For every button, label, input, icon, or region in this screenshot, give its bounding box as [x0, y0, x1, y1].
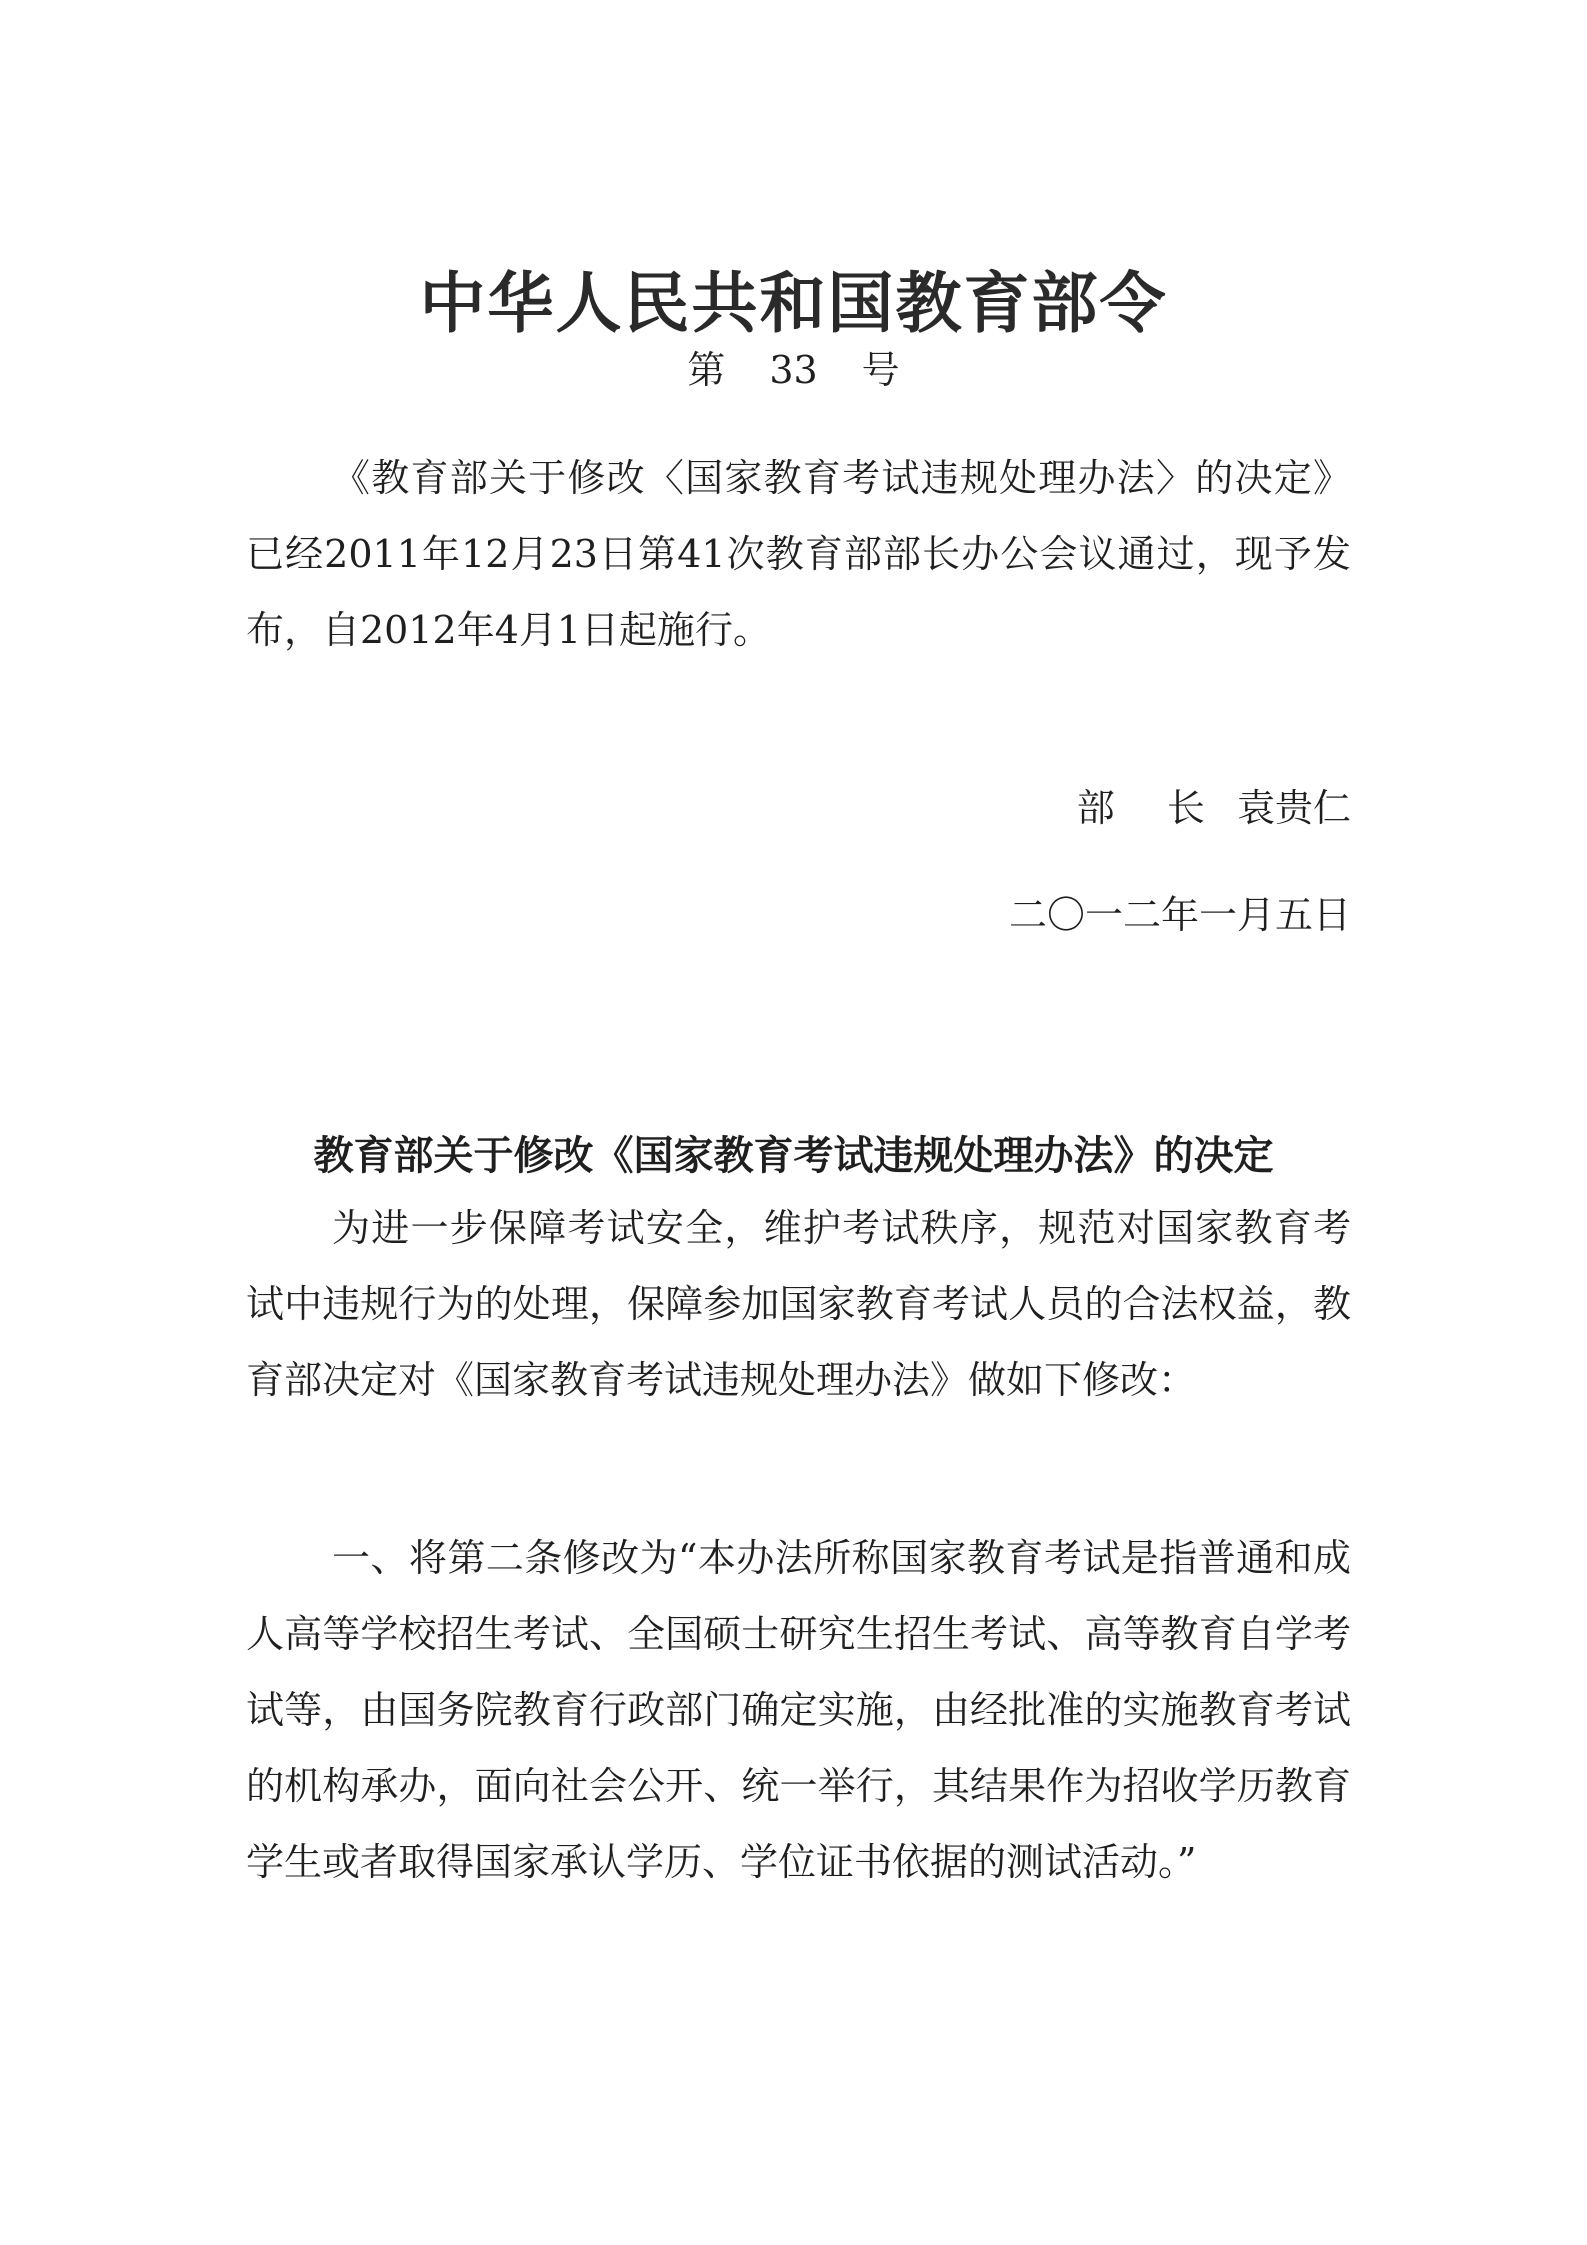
decree-number-value: 33	[769, 348, 818, 392]
decision-paragraph: 为进一步保障考试安全，维护考试秩序，规范对国家教育考试中违规行为的处理，保障参加国家教育考试人员的合法权益，教育部决定对《国家教育考试违规处理办法》做如下修改：	[246, 1206, 1351, 1402]
decision-title: 教育部关于修改《国家教育考试违规处理办法》的决定	[313, 1132, 1274, 1180]
decision-paragraph: 一、将第二条修改为“本办法所称国家教育考试是指普通和成人高等学校招生考试、全国硕士研究生招生考试、高等教育自学考试等，由国务院教育行政部门确定实施，由经批准的实施教育考试的机构承办，面向社会公开、统一举行，其结果作为招收学历教育学生或者取得国家承认学历、学位证书依据的测试活动。”	[246, 1536, 1351, 1884]
decree-number-prefix: 第	[687, 348, 726, 392]
decree-title: 中华人民共和国教育部令	[419, 265, 1168, 343]
signature	[1077, 770, 1351, 846]
intro-paragraph: 《教育部关于修改〈国家教育考试违规处理办法〉的决定》已经2011年12月23日第41次教育部部长办公会议通过，现予发布，自2012年4月1日起施行。	[246, 456, 1351, 652]
issue-date: 二〇一二年一月五日	[1008, 893, 1351, 937]
decree-number	[0, 340, 1587, 400]
decree-number-suffix: 号	[861, 348, 900, 392]
signature-name: 袁贵仁	[1236, 786, 1351, 830]
signature-position: 部 长	[1076, 786, 1225, 830]
